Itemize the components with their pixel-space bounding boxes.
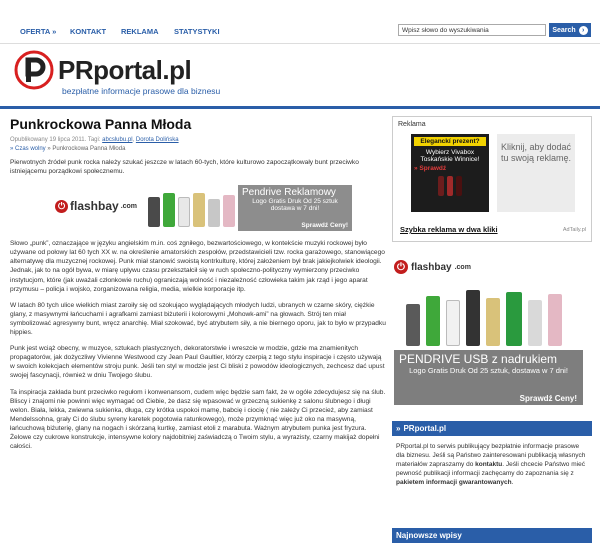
prportal-info-box	[392, 421, 592, 493]
prportal-info-body	[392, 436, 592, 493]
ad-box-title: Reklama	[398, 121, 426, 128]
inline-ad-text: Logo Gratis Druk Od 25 sztuk dostawa w 7 dni!	[252, 198, 338, 213]
article-title: Punkrockowa Panna Młoda	[10, 116, 192, 132]
article-paragraph: Słowo „punk”, oznaczające w języku angielskim m.in. coś zgniłego, bezwartościowego, w kontekście muzyki rockowej było używane od połowy lat 60 tych XX w. na określenie amatorskich zespołów, przedstawicieli tzw. rocka garażowego, stanowiącego alternatywę dla muzycznej rockowej. Punk miał stanowić swoistą kontrkulturę, której założeniem był brak jakiejkolwiek ideologii. Jednak, jak to na ogół bywa, w miarę upływu czasu przekształcił się w ruch społeczno-polityczny wymierzony przeciwko instytucjom, które (jak uważali członkowie ruchu) ograniczają wolność i niezależność człowieka takim jak rząd i jego aparat przymusu – policja i wojsko, zorganizowana religia, media, wielkie korporacje itp.	[10, 240, 385, 293]
arrow-right-icon: ›	[579, 26, 588, 35]
flashbay-logo	[394, 260, 471, 274]
usb-stick-image	[148, 197, 160, 227]
flashbay-icon: ⏻	[55, 200, 68, 213]
quick-ad-link[interactable]: Szybka reklama w dwa kliki	[400, 225, 498, 234]
inline-ad-cta[interactable]: Sprawdź Ceny!	[301, 222, 348, 230]
inline-ad-banner[interactable]	[10, 183, 386, 231]
article	[10, 116, 386, 458]
search-button[interactable]	[549, 23, 591, 37]
nav-kontakt[interactable]: KONTAKT	[70, 27, 107, 36]
flashbay-brand: flashbay	[411, 261, 452, 273]
search-input[interactable]	[398, 24, 546, 36]
logo-tagline: bezpłatne informacje prasowe dla biznesu	[62, 86, 221, 96]
search-button-label: Search	[552, 26, 576, 34]
meta-prefix: Opublikowany 19 lipca 2011. Tagi:	[10, 137, 103, 143]
article-paragraph: Pierwotnych źródeł punk rocka należy szukać jeszcze w latach 60-tych, które kulturowo zapoczątkowały bunt przeciwko istniejącemu porządkowi społecznemu.	[10, 159, 359, 176]
prportal-info-text: PRportal.pl to serwis publikujący bezpłatnie informacje prasowe dla biznesu. Jeśli są Państwo zainteresowani publikacją własnych materiałów zapraszamy do	[396, 443, 586, 468]
usb-stick-image	[223, 195, 235, 227]
vivabox-text: Wybierz Vivabox Toskańskie Winnice!	[420, 149, 480, 163]
header-divider	[0, 106, 600, 109]
usb-stick-image	[208, 199, 220, 227]
inline-ad-headline: Pendrive Reklamowy	[242, 187, 336, 199]
breadcrumb-current: » Punkrockowa Panna Młoda	[47, 146, 126, 152]
article-paragraph: W latach 80 tych ulice wielkich miast zaroiły się od szokująco wyglądających młodych ludzi, ubranych w czarne skóry, ciężkie glany, z masywnymi łańcuchami i agrafkami zamiast biżuterii i kolorowymi „Mohowk-ami” na głowach. Strój ten miał symbolizować agresywny bunt, wręcz anarchię. Miał szokować, być atrybutem siły, a nie biernego oporu, jak to było w przypadku hippies.	[10, 301, 386, 337]
flashbay-logo	[55, 199, 137, 213]
vivabox-cta: » Sprawdź	[414, 165, 447, 172]
nav-statystyki[interactable]: STATYSTYKI	[174, 27, 220, 36]
usb-stick-image	[178, 197, 190, 227]
nav-oferta[interactable]: OFERTA »	[20, 27, 57, 36]
breadcrumb	[10, 146, 386, 152]
flashbay-icon: ⏻	[394, 260, 408, 274]
top-bar	[0, 0, 600, 44]
latest-posts-box	[392, 528, 592, 543]
wine-bottles-image	[414, 176, 486, 196]
inline-ad-textbox	[238, 185, 352, 231]
latest-posts-title: Najnowsze wpisy	[396, 531, 462, 540]
prportal-info-text: .	[511, 479, 514, 486]
flashbay-brand: flashbay	[70, 199, 119, 214]
prportal-logo-icon	[14, 50, 54, 90]
sidebar-ad-textbox	[394, 350, 583, 405]
flashbay-suffix: .com	[454, 263, 471, 271]
usb-stick-image	[193, 193, 205, 227]
vivabox-ad[interactable]	[411, 134, 489, 212]
prportal-info-text: . Jeśli chcecie Państwo mieć pewność publikacji informacji zachęcamy do zapoznania się z	[396, 461, 585, 477]
tag-link[interactable]: Dorota Dolińska	[135, 137, 179, 143]
article-meta: Opublikowany 19 lipca 2011. Tagi: abcslubu.pl, Dorota Dolińska	[10, 137, 179, 143]
sidebar-ad-text: Logo Gratis Druk Od 25 sztuk, dostawa w 7 dni!	[409, 366, 568, 375]
nav-reklama[interactable]: REKLAMA	[121, 27, 159, 36]
pakiet-link[interactable]: pakietem informacji gwarantowanych	[396, 479, 512, 486]
add-your-ad-placeholder[interactable]: Kliknij, aby dodać tu swoją reklamę.	[497, 134, 575, 212]
flashbay-sidebar-ad[interactable]	[392, 254, 592, 410]
prportal-info-header	[392, 421, 592, 436]
breadcrumb-section[interactable]: » Czas wolny	[10, 146, 46, 152]
kontakt-link[interactable]: kontaktu	[475, 461, 503, 468]
usb-stick-image	[163, 193, 175, 227]
prportal-info-title: PRportal.pl	[403, 424, 447, 433]
tag-link[interactable]: abcslubu.pl	[102, 137, 133, 143]
sidebar-ad-cta[interactable]: Sprawdź Ceny!	[519, 394, 577, 403]
flashbay-suffix: .com	[120, 202, 138, 210]
usb-sticks-image	[402, 284, 582, 350]
sidebar	[392, 116, 592, 540]
ad-box	[392, 116, 592, 242]
adtaily-credit[interactable]: AdTaily.pl	[562, 227, 586, 233]
vivabox-headline: Eleganckí prezent?	[414, 137, 486, 146]
logo-name: PRportal.pl	[58, 55, 192, 85]
article-paragraph: Punk jest wciąż obecny, w muzyce, sztukach plastycznych, dekoratorstwie i wreszcie w modzie, gdzie ma znamienitych propagatorów, jak dożyczliwy Vivienne Westwood czy Jean Paul Gaultier, którzy czerpią z tego stylu inspiracje i często używają w swoich kolekcjach elementów stroju punk. Jeśli ten styl w modzie jest Ci bliski z powodów ideologicznych, zechcesz dać upust swojej fascynacji, również w dniu Twojego ślubu.	[10, 345, 385, 380]
article-paragraph: Ta inspiracja zakłada bunt przeciwko regułom i konwenansom, cudem więc będzie sam fakt, że w ogóle zdecydujesz się na ślub. Bliscy i znajomi nie powinni więc wymagać od Ciebie, że dasz się wpasować w grzeczną sukienkę z salonu ślubnego i długi welon. Biała, lekka, zwiewna sukienka, długa, czy krótka uspokoi mamę, babcię i ciocię ( nie zależy Ci przecież, aby zamiast Mendelssohna, grały Ci do ślubu syreny karetek pogotowia ratunkowego), może przymknąć więc już oko na masywną, łańcuchową biżuterię, glany na nogach i skórzaną kurtkę, zamiast etoli z marabuta. Ważnym atrybutem punka jest fryzura. Żelowe czy cukrowe konstrukcje, intensywne kolory najdobitniej zaświadczą o Twoim stylu, a wyrazisty, czarny makijaż dopełni całości.	[10, 388, 386, 451]
chevron-right-icon: »	[396, 424, 401, 433]
sidebar-ad-headline: PENDRIVE USB z nadrukiem	[399, 352, 558, 366]
latest-posts-header	[392, 528, 592, 543]
